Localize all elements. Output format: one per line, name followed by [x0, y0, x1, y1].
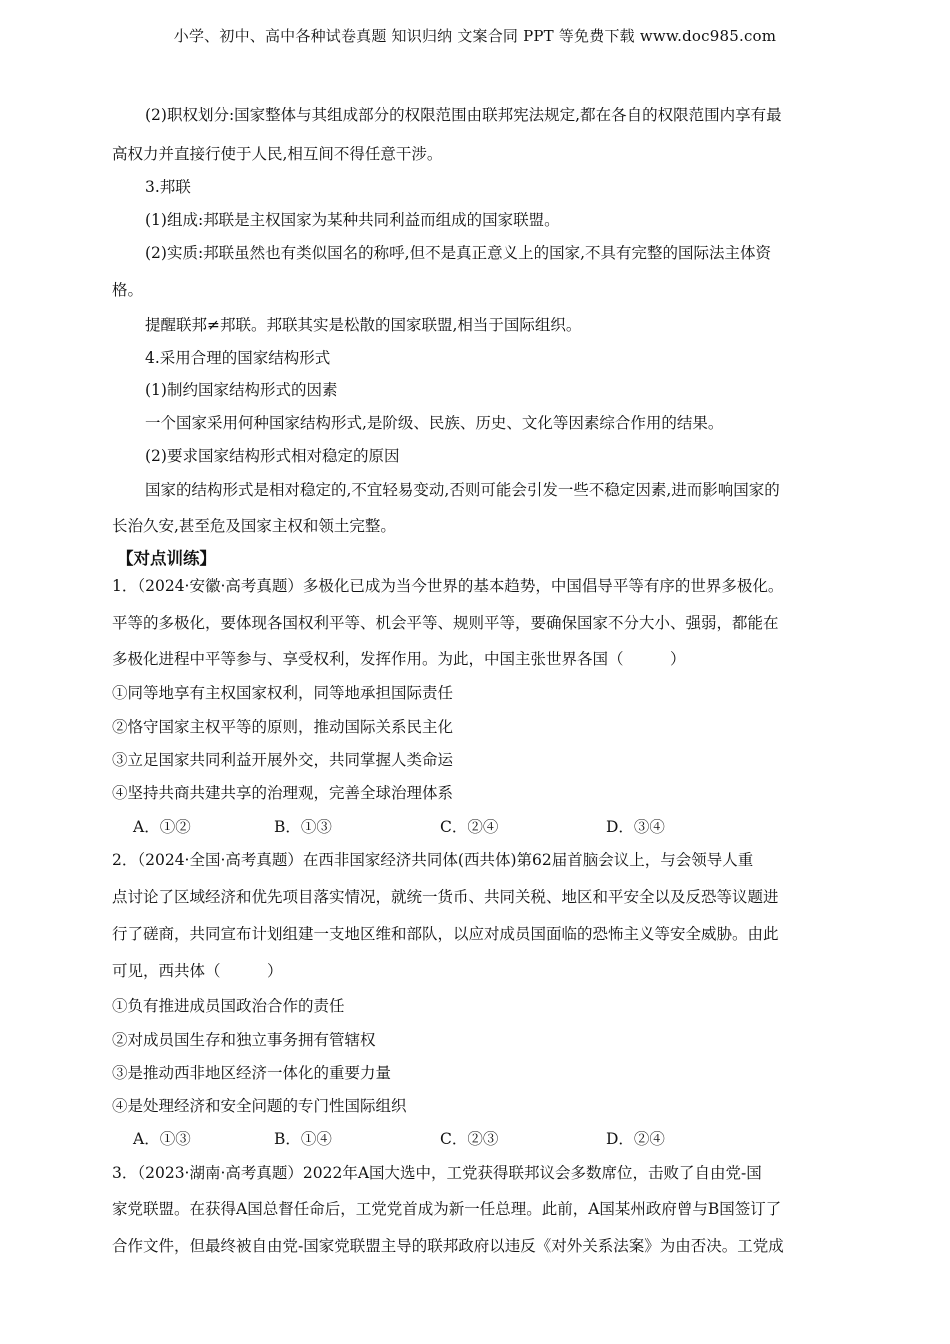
- q1-item: ③立足国家共同利益开展外交，共同掌握人类命运: [112, 751, 454, 769]
- note-line: (2)职权划分:国家整体与其组成部分的权限范围由联邦宪法规定,都在各自的权限范围内享有最: [145, 106, 782, 124]
- q2-stem-line: 点讨论了区域经济和优先项目落实情况，就统一货币、共同关税、地区和平安全以及反恐等议题进: [112, 888, 779, 906]
- q2-option-c[interactable]: C．②③: [440, 1130, 499, 1148]
- q2-stem-line: 行了磋商，共同宣布计划组建一支地区维和部队，以应对成员国面临的恐怖主义等安全威胁。由此: [112, 925, 779, 943]
- note-line: (2)实质:邦联虽然也有类似国名的称呼,但不是真正意义上的国家,不具有完整的国际法主体资: [145, 244, 772, 262]
- q2-stem-line: 2．（2024·全国·高考真题）在西非国家经济共同体(西共体)第62届首脑会议上，与会领导人重: [112, 851, 754, 869]
- note-heading: 3.邦联: [145, 178, 191, 196]
- q2-option-d[interactable]: D．②④: [606, 1130, 665, 1148]
- q2-item: ④是处理经济和安全问题的专门性国际组织: [112, 1097, 407, 1115]
- q3-stem-line: 3．（2023·湖南·高考真题）2022年A国大选中，工党获得联邦议会多数席位，击败了自由党-国: [112, 1164, 762, 1182]
- q1-option-c[interactable]: C．②④: [440, 818, 499, 836]
- q1-option-d[interactable]: D．③④: [606, 818, 665, 836]
- q2-option-a[interactable]: A．①③: [133, 1130, 191, 1148]
- note-line: 一个国家采用何种国家结构形式,是阶级、民族、历史、文化等因素综合作用的结果。: [145, 414, 724, 432]
- q1-stem-line: 1．（2024·安徽·高考真题）多极化已成为当今世界的基本趋势，中国倡导平等有序的世界多极化。: [112, 577, 784, 595]
- note-line: (1)组成:邦联是主权国家为某种共同利益而组成的国家联盟。: [145, 211, 560, 229]
- note-line: 国家的结构形式是相对稳定的,不宜轻易变动,否则可能会引发一些不稳定因素,进而影响国家的: [145, 481, 780, 499]
- q2-stem-line: 可见，西共体（ ）: [112, 962, 283, 980]
- q1-option-a[interactable]: A．①②: [133, 818, 191, 836]
- q1-item: ②恪守国家主权平等的原则，推动国际关系民主化: [112, 718, 454, 736]
- section-title: 【对点训练】: [117, 549, 216, 568]
- q1-item: ①同等地享有主权国家权利，同等地承担国际责任: [112, 684, 454, 702]
- note-line: 格。: [112, 281, 144, 299]
- note-reminder: 提醒联邦≠邦联。邦联其实是松散的国家联盟,相当于国际组织。: [145, 316, 582, 334]
- q2-item: ③是推动西非地区经济一体化的重要力量: [112, 1064, 392, 1082]
- note-line: 长治久安,甚至危及国家主权和领土完整。: [112, 517, 396, 535]
- note-heading: 4.采用合理的国家结构形式: [145, 349, 331, 367]
- note-line: (1)制约国家结构形式的因素: [145, 381, 338, 399]
- q3-stem-line: 合作文件，但最终被自由党-国家党联盟主导的联邦政府以违反《对外关系法案》为由否决。工党成: [112, 1237, 784, 1255]
- q1-option-b[interactable]: B．①③: [274, 818, 332, 836]
- q1-stem-line: 平等的多极化，要体现各国权利平等、机会平等、规则平等，要确保国家不分大小、强弱，都能在: [112, 614, 779, 632]
- q3-stem-line: 家党联盟。在获得A国总督任命后，工党党首成为新一任总理。此前，A国某州政府曾与B国签订了: [112, 1200, 782, 1218]
- note-line: 高权力并直接行使于人民,相互间不得任意干涉。: [112, 145, 443, 163]
- q1-item: ④坚持共商共建共享的治理观，完善全球治理体系: [112, 784, 454, 802]
- page-header: 小学、初中、高中各种试卷真题 知识归纳 文案合同 PPT 等免费下载 www.doc985.com: [173, 27, 777, 45]
- q2-item: ②对成员国生存和独立事务拥有管辖权: [112, 1031, 376, 1049]
- q2-item: ①负有推进成员国政治合作的责任: [112, 997, 345, 1015]
- q2-option-b[interactable]: B．①④: [274, 1130, 332, 1148]
- q1-stem-line: 多极化进程中平等参与、享受权利，发挥作用。为此，中国主张世界各国（ ）: [112, 650, 686, 668]
- note-line: (2)要求国家结构形式相对稳定的原因: [145, 447, 400, 465]
